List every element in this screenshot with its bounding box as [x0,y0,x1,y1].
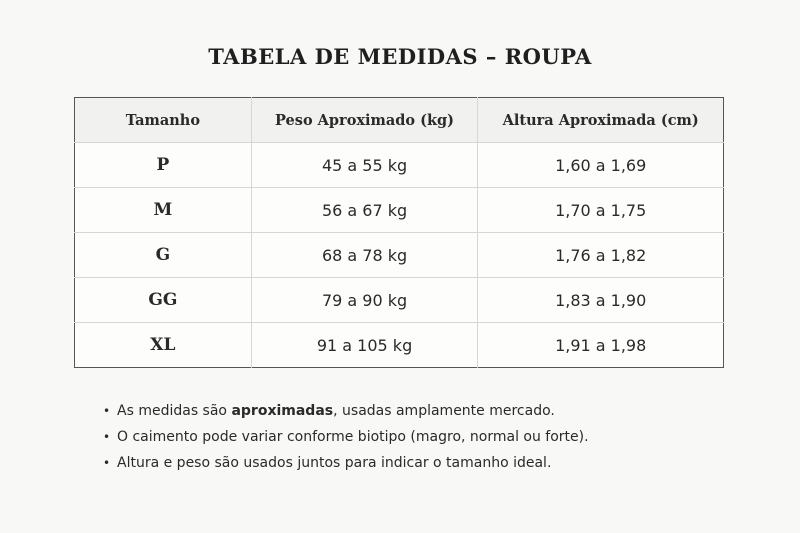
weight-cell: 56 a 67 kg [251,188,478,233]
note-item [103,398,589,424]
bullet-icon: • [103,404,111,418]
header-size: Tamanho [75,98,252,143]
height-cell: 1,91 a 1,98 [478,323,724,368]
table-row [75,143,724,188]
note-text: As medidas são [117,403,232,419]
weight-cell: 79 a 90 kg [251,278,478,323]
table-row [75,233,724,278]
table-row [75,323,724,368]
table-row [75,188,724,233]
header-weight: Peso Aproximado (kg) [251,98,478,143]
height-cell: 1,76 a 1,82 [478,233,724,278]
size-cell: G [75,233,252,278]
note-text: O caimento pode variar conforme biotipo (magro, normal ou forte). [117,429,589,445]
size-chart-table [74,97,724,368]
header-height: Altura Aproximada (cm) [478,98,724,143]
size-cell: P [75,143,252,188]
height-cell: 1,60 a 1,69 [478,143,724,188]
weight-cell: 45 a 55 kg [251,143,478,188]
note-item [103,424,589,450]
height-cell: 1,70 a 1,75 [478,188,724,233]
size-cell: XL [75,323,252,368]
table-row [75,278,724,323]
weight-cell: 68 a 78 kg [251,233,478,278]
page-title: TABELA DE MEDIDAS – ROUPA [208,44,592,69]
note-text: , usadas amplamente mercado. [333,403,555,419]
note-text: Altura e peso são usados juntos para indicar o tamanho ideal. [117,455,552,471]
note-item [103,450,589,476]
height-cell: 1,83 a 1,90 [478,278,724,323]
table-header-row [75,98,724,143]
bullet-icon: • [103,430,111,444]
size-cell: GG [75,278,252,323]
size-cell: M [75,188,252,233]
notes-list [103,398,589,476]
bullet-icon: • [103,456,111,470]
note-emphasis: aproximadas [231,403,334,419]
weight-cell: 91 a 105 kg [251,323,478,368]
